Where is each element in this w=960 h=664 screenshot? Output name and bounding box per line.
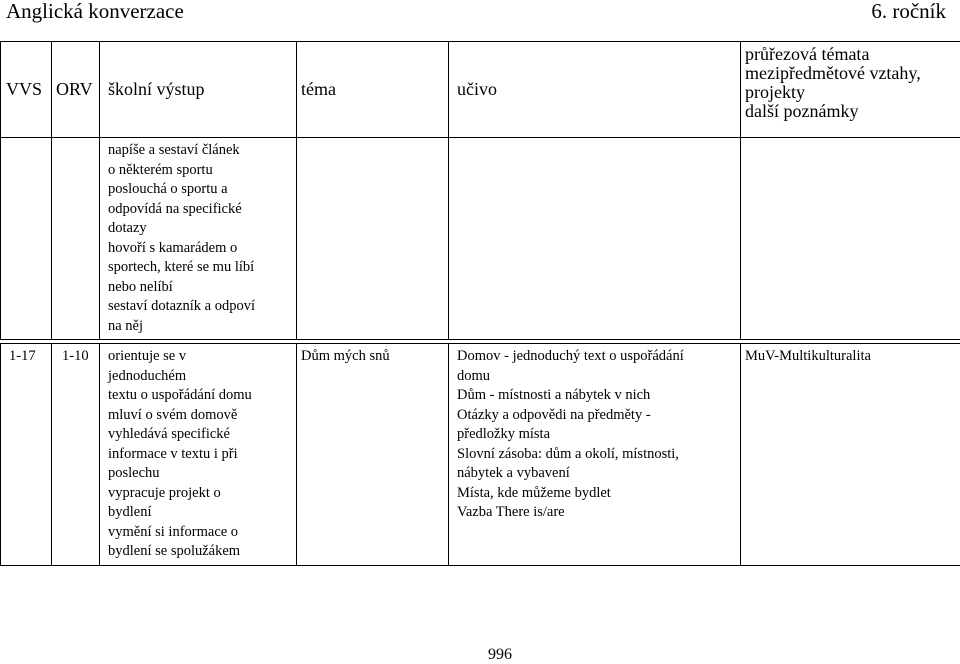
row2-prurezova-cell — [741, 344, 960, 566]
row2-orv-cell: 1-10 — [52, 344, 100, 566]
outcome-line: napíše a sestaví článek — [108, 141, 296, 161]
header-ucivo: učivo — [449, 42, 741, 138]
row2-vystup-cell — [100, 344, 297, 566]
page-footer — [0, 646, 960, 664]
outcome-line: bydlení se spolužákem — [108, 542, 296, 562]
header-vystup: školní výstup — [100, 42, 297, 138]
table-row — [1, 344, 960, 566]
content-line: Domov - jednoduchý text o uspořádání — [457, 347, 740, 367]
header-prurezova-line: další poznámky — [745, 102, 960, 121]
grade-label: 6. ročník — [871, 0, 946, 24]
outcome-line: vypracuje projekt o — [108, 484, 296, 504]
outcome-line: nebo nelíbí — [108, 278, 296, 298]
outcome-line: o některém sportu — [108, 161, 296, 181]
row2-vvs-cell: 1-17 — [1, 344, 52, 566]
outcome-line: mluví o svém domově — [108, 406, 296, 426]
document-title: Anglická konverzace — [6, 0, 184, 24]
outcome-line: odpovídá na specifické — [108, 200, 296, 220]
outcome-line: bydlení — [108, 503, 296, 523]
header-prurezova-line: mezipředmětové vztahy, — [745, 64, 960, 83]
curriculum-table — [0, 41, 960, 566]
content-line: Otázky a odpovědi na předměty - — [457, 406, 740, 426]
outcome-line: sportech, které se mu líbí — [108, 258, 296, 278]
outcome-line: orientuje se v — [108, 347, 296, 367]
outcome-line: hovoří s kamarádem o — [108, 239, 296, 259]
table-header-row — [1, 42, 960, 138]
content-line: Dům - místnosti a nábytek v nich — [457, 386, 740, 406]
page-number: 996 — [488, 646, 512, 663]
outcome-line: jednoduchém — [108, 367, 296, 387]
row1-vystup-cell — [100, 138, 297, 340]
outcome-line: poslouchá o sportu a — [108, 180, 296, 200]
content-line: předložky místa — [457, 425, 740, 445]
header-prurezova-line: průřezová témata — [745, 45, 960, 64]
outcome-line: vyhledává specifické — [108, 425, 296, 445]
outcome-line: sestaví dotazník a odpoví — [108, 297, 296, 317]
table-row — [1, 138, 960, 340]
header-prurezova-line: projekty — [745, 83, 960, 102]
outcome-line: vymění si informace o — [108, 523, 296, 543]
row2-ucivo-cell — [449, 344, 741, 566]
row1-vvs-cell — [1, 138, 52, 340]
outcome-line: na něj — [108, 317, 296, 337]
header-vvs: VVS — [1, 42, 52, 138]
row1-ucivo-cell — [449, 138, 741, 340]
header-tema: téma — [297, 42, 449, 138]
content-line: nábytek a vybavení — [457, 464, 740, 484]
page-header — [0, 0, 960, 29]
row2-tema-cell — [297, 344, 449, 566]
cross-curricular-text: MuV-Multikulturalita — [741, 344, 960, 367]
outcome-line: poslechu — [108, 464, 296, 484]
outcome-line: textu o uspořádání domu — [108, 386, 296, 406]
row1-prurezova-cell — [741, 138, 960, 340]
content-line: domu — [457, 367, 740, 387]
header-prurezova — [741, 42, 960, 138]
content-line: Místa, kde můžeme bydlet — [457, 484, 740, 504]
row1-tema-cell — [297, 138, 449, 340]
content-line: Slovní zásoba: dům a okolí, místnosti, — [457, 445, 740, 465]
row1-orv-cell — [52, 138, 100, 340]
content-line: Vazba There is/are — [457, 503, 740, 523]
header-orv: ORV — [52, 42, 100, 138]
topic-text: Dům mých snů — [297, 344, 448, 367]
outcome-line: dotazy — [108, 219, 296, 239]
outcome-line: informace v textu i při — [108, 445, 296, 465]
